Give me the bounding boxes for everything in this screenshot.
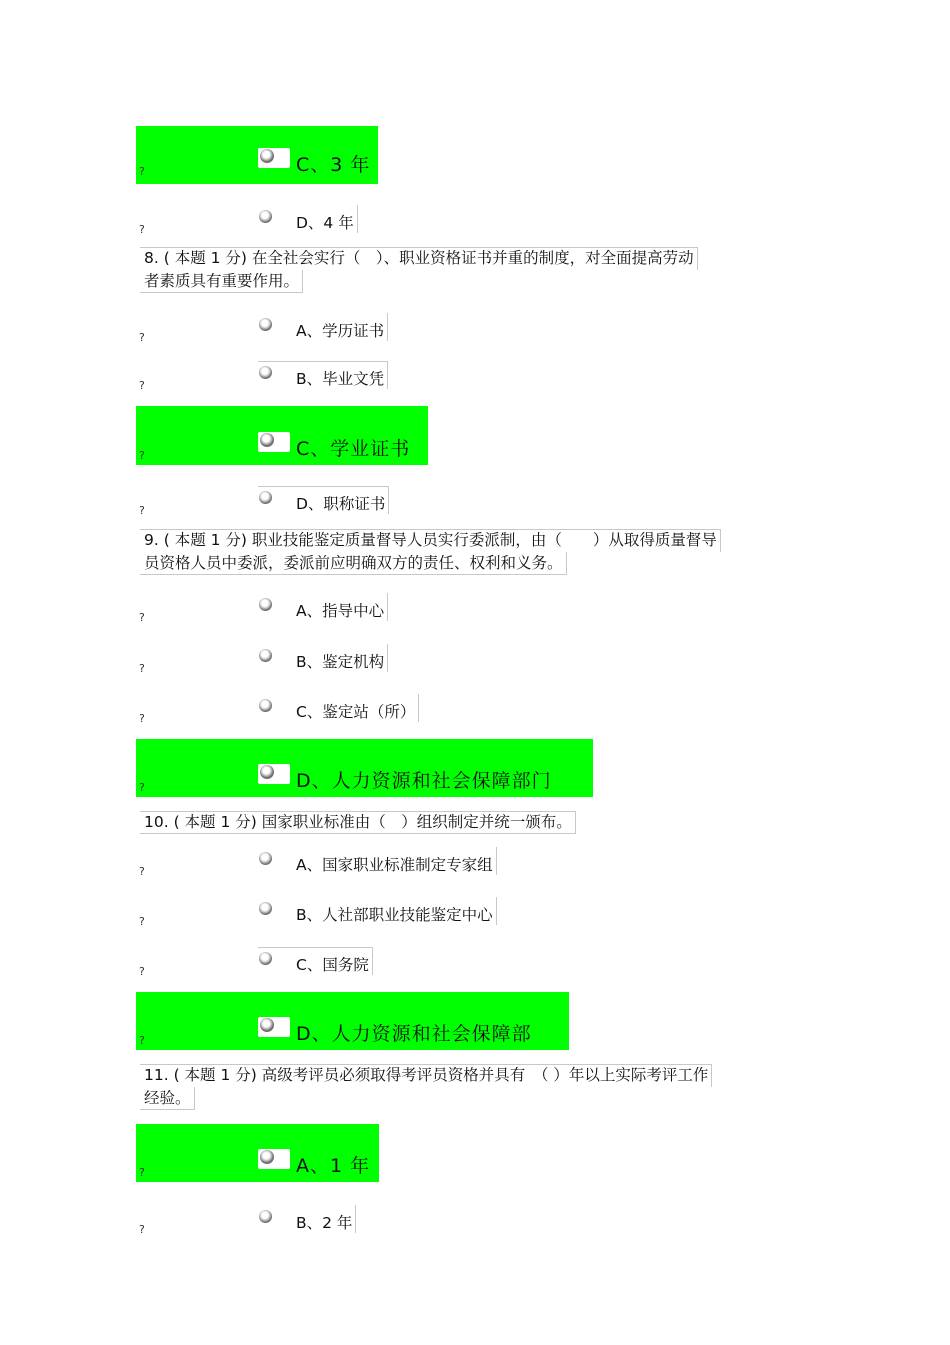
option-label: B、鉴定机构 (296, 650, 388, 672)
question-mark-bullet: ? (139, 662, 145, 675)
question-mark-bullet: ? (139, 781, 145, 794)
radio-button[interactable] (258, 1149, 290, 1169)
option-row[interactable] (0, 852, 950, 882)
radio-button[interactable] (259, 699, 272, 712)
option-label: C、鉴定站（所） (296, 700, 419, 722)
question-mark-bullet: ? (139, 379, 145, 392)
option-row[interactable] (0, 491, 950, 521)
option-label: D、人力资源和社会保障部 (296, 1023, 532, 1045)
question-line: 11. ( 本题 1 分) 高级考评员必须取得考评员资格并具有 （ ）年以上实际考评工作 (140, 1064, 708, 1087)
radio-button[interactable] (259, 366, 272, 379)
option-label: A、1 年 (296, 1155, 371, 1177)
option-row[interactable] (0, 436, 950, 466)
question-mark-bullet: ? (139, 965, 145, 978)
question-line: 员资格人员中委派，委派前应明确双方的责任、权利和义务。 (140, 552, 563, 575)
option-row[interactable] (0, 1153, 950, 1183)
option-label: A、学历证书 (296, 319, 388, 341)
question-line: 经验。 (140, 1087, 191, 1110)
question-mark-bullet: ? (139, 1166, 145, 1179)
radio-button[interactable] (258, 764, 290, 784)
question-mark-bullet: ? (139, 1223, 145, 1236)
option-row[interactable] (0, 902, 950, 932)
question-text (140, 247, 694, 293)
question-line: 9. ( 本题 1 分) 职业技能鉴定质量督导人员实行委派制，由（ ）从取得质量督导 (140, 529, 717, 552)
option-row[interactable] (0, 649, 950, 679)
option-row[interactable] (0, 768, 950, 798)
question-mark-bullet: ? (139, 449, 145, 462)
radio-button[interactable] (258, 148, 290, 168)
option-label: C、国务院 (296, 953, 373, 975)
radio-button[interactable] (259, 902, 272, 915)
radio-button[interactable] (259, 598, 272, 611)
radio-button[interactable] (259, 210, 272, 223)
radio-button[interactable] (259, 852, 272, 865)
question-line: 8. ( 本题 1 分) 在全社会实行（ ）、职业资格证书并重的制度，对全面提高劳动 (140, 247, 694, 270)
option-row[interactable] (0, 1021, 950, 1051)
question-text (140, 811, 572, 834)
option-row[interactable] (0, 210, 950, 240)
option-row[interactable] (0, 1210, 950, 1240)
radio-button[interactable] (258, 432, 290, 452)
option-label: D、职称证书 (296, 492, 389, 514)
radio-button[interactable] (259, 649, 272, 662)
question-mark-bullet: ? (139, 712, 145, 725)
option-label: A、指导中心 (296, 599, 388, 621)
option-row[interactable] (0, 152, 950, 182)
option-label: A、国家职业标准制定专家组 (296, 853, 497, 875)
option-label: B、2 年 (296, 1211, 356, 1233)
option-row[interactable] (0, 366, 950, 396)
option-row[interactable] (0, 318, 950, 348)
question-line: 者素质具有重要作用。 (140, 270, 299, 293)
radio-button[interactable] (259, 491, 272, 504)
question-mark-bullet: ? (139, 1034, 145, 1047)
question-mark-bullet: ? (139, 165, 145, 178)
radio-button[interactable] (259, 318, 272, 331)
question-mark-bullet: ? (139, 504, 145, 517)
option-row[interactable] (0, 598, 950, 628)
option-label: C、学业证书 (296, 438, 411, 460)
question-mark-bullet: ? (139, 915, 145, 928)
radio-button[interactable] (259, 952, 272, 965)
option-label: D、人力资源和社会保障部门 (296, 770, 552, 792)
option-row[interactable] (0, 952, 950, 982)
question-mark-bullet: ? (139, 611, 145, 624)
radio-button[interactable] (258, 1017, 290, 1037)
option-label: D、4 年 (296, 211, 358, 233)
question-text (140, 529, 717, 575)
option-label: B、毕业文凭 (296, 367, 388, 389)
radio-button[interactable] (259, 1210, 272, 1223)
question-text (140, 1064, 708, 1110)
question-mark-bullet: ? (139, 865, 145, 878)
question-mark-bullet: ? (139, 223, 145, 236)
option-label: C、3 年 (296, 154, 371, 176)
question-line: 10. ( 本题 1 分) 国家职业标准由（ ）组织制定并统一颁布。 (140, 811, 572, 834)
option-row[interactable] (0, 699, 950, 729)
option-label: B、人社部职业技能鉴定中心 (296, 903, 497, 925)
question-mark-bullet: ? (139, 331, 145, 344)
